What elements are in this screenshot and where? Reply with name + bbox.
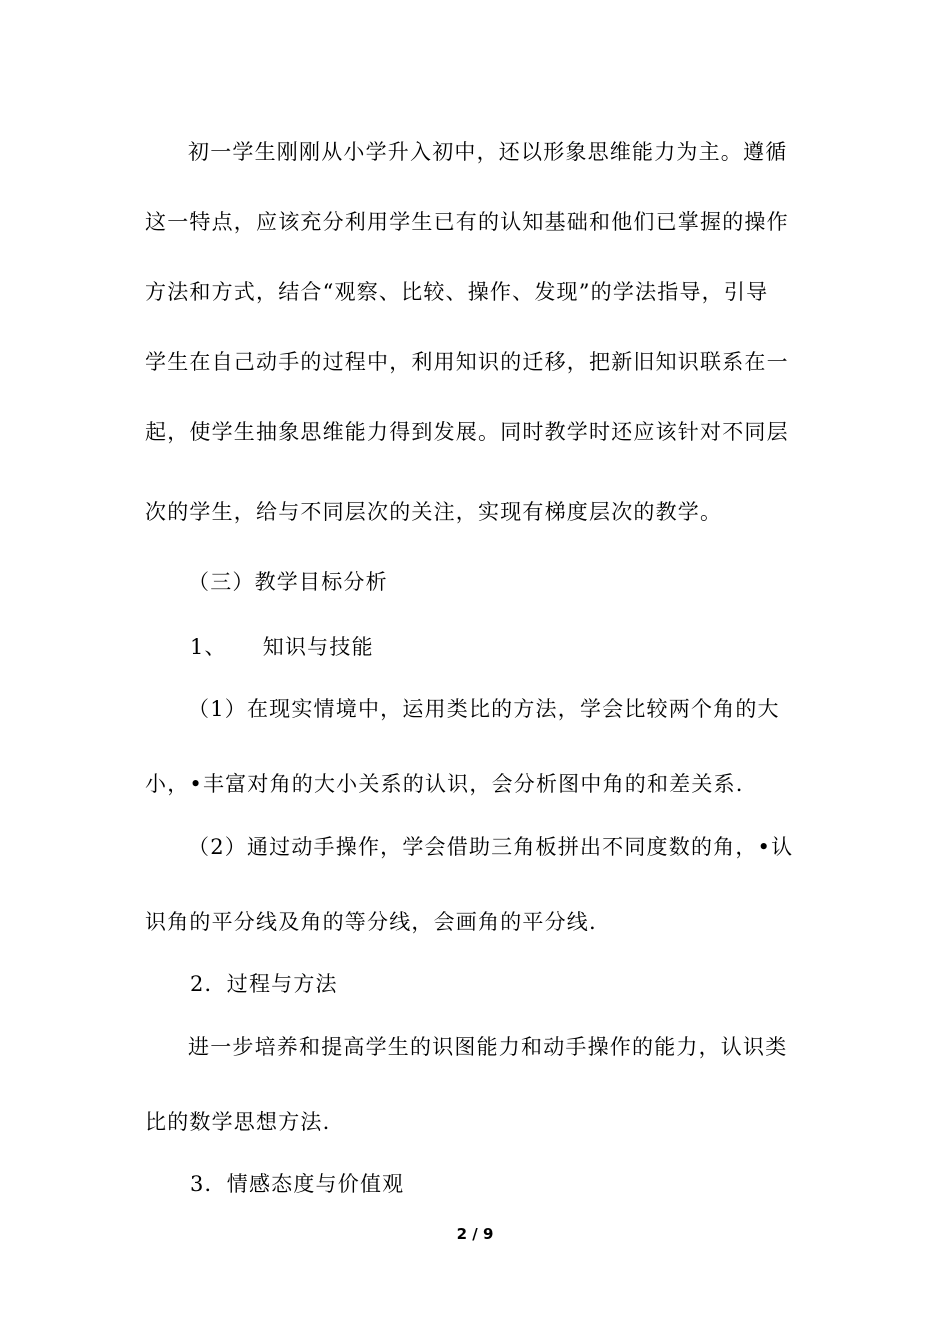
- paragraph-line: （1）在现实情境中，运用类比的方法，学会比较两个角的大: [188, 697, 780, 721]
- paragraph-line: 学生在自己动手的过程中，利用知识的迁移，把新旧知识联系在一: [145, 350, 789, 374]
- paragraph-line: （2）通过动手操作，学会借助三角板拼出不同度数的角，•认: [188, 835, 794, 859]
- paragraph-line: 进一步培养和提高学生的识图能力和动手操作的能力，认识类: [188, 1035, 788, 1059]
- paragraph-line: 小，•丰富对角的大小关系的认识，会分析图中角的和差关系.: [145, 772, 744, 796]
- item-number: 1、: [190, 635, 227, 659]
- section-heading: （三）教学目标分析: [188, 570, 388, 594]
- paragraph-line: 这一特点，应该充分利用学生已有的认知基础和他们已掌握的操作: [145, 210, 789, 234]
- paragraph-line: 识角的平分线及角的等分线，会画角的平分线.: [145, 910, 597, 934]
- paragraph-line: 比的数学思想方法.: [145, 1110, 331, 1134]
- paragraph-line: 初一学生刚刚从小学升入初中，还以形象思维能力为主。遵循: [188, 140, 788, 164]
- page-number: 2 / 9: [456, 1225, 494, 1243]
- item-heading: 3．情感态度与价值观: [190, 1172, 405, 1196]
- item-heading: [190, 632, 374, 662]
- paragraph-line: 次的学生，给与不同层次的关注，实现有梯度层次的教学。: [145, 500, 723, 524]
- paragraph-line: 起，使学生抽象思维能力得到发展。同时教学时还应该针对不同层: [145, 420, 789, 444]
- paragraph-line: 方法和方式，结合“观察、比较、操作、发现”的学法指导，引导: [145, 280, 769, 304]
- item-heading: 2．过程与方法: [190, 972, 338, 996]
- item-title: 知识与技能: [262, 635, 374, 659]
